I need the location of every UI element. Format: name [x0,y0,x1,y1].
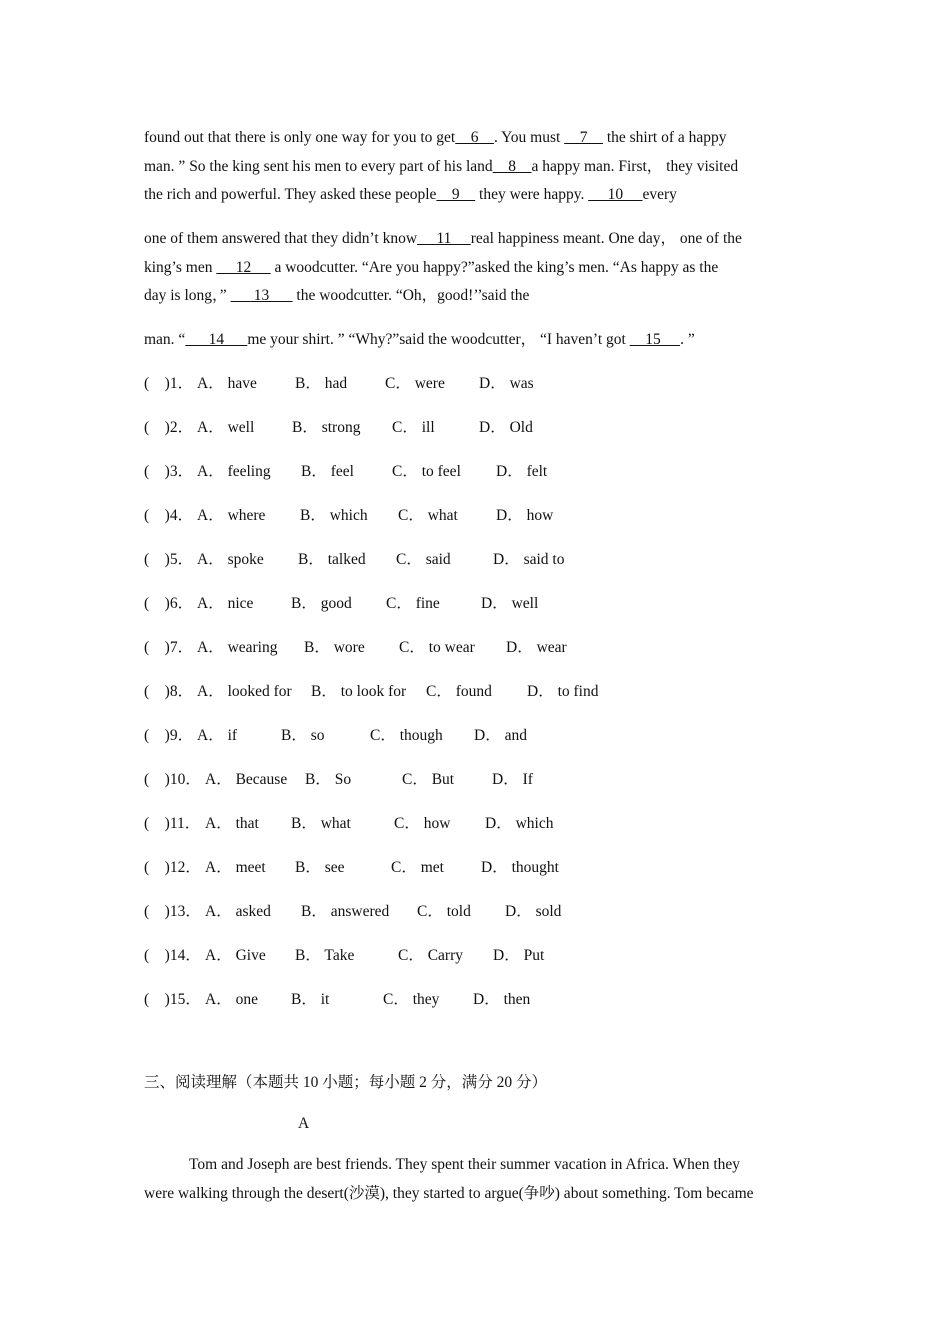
passage-text: day is long，” [144,287,231,304]
option-b: B． answered [301,903,390,920]
option-c: C． though [370,727,443,744]
option-a: A． asked [205,903,271,920]
passage-text: they were happy. [475,186,589,203]
blank-15: 15 [629,331,681,348]
blank-14: 14 [185,331,248,348]
option-a: A． looked for [197,683,292,700]
reading-paragraph-line-1: Tom and Joseph are best friends. They spent their summer vacation in Africa. When they [189,1156,741,1173]
option-b: B． see [295,859,345,876]
passage-line-4 [144,229,806,249]
passage-text: every [642,186,677,203]
passage-text: found out that there is only one way for you to get [144,129,456,146]
option-b: B． which [300,507,368,524]
option-b: B． it [291,991,330,1008]
passage-line-1 [144,128,806,148]
question-number: ( )12． [144,859,201,876]
passage-text: a happy man. First， they visited [531,158,739,175]
option-b: B． strong [292,419,361,436]
option-c: C． were [385,375,445,392]
option-c: C． to wear [399,639,475,656]
passage-text: me your shirt. ” “Why?”said the woodcutter， “I haven’t got [247,331,630,348]
option-c: C． found [426,683,492,700]
option-b: B． what [291,815,351,832]
option-d: D． how [496,507,554,524]
option-b: B． to look for [311,683,407,700]
question-number: ( )9． [144,727,194,744]
option-b: B． talked [298,551,366,568]
option-a: A． meet [205,859,266,876]
option-c: C． said [396,551,451,568]
passage-text: the woodcutter. “Oh，good!’’said the [292,287,530,304]
question-number: ( )7． [144,639,194,656]
blank-12: 12 [216,259,271,276]
passage-text: king’s men [144,259,217,276]
option-b: B． so [281,727,325,744]
option-d: D． wear [506,639,567,656]
section-title: 三、阅读理解（本题共 10 小题；每小题 2 分，满分 20 分） [144,1074,548,1091]
question-number: ( )3． [144,463,194,480]
option-b: B． wore [304,639,365,656]
option-d: D． and [474,727,527,744]
option-c: C． ill [392,419,435,436]
option-d: D． If [492,771,533,788]
option-c: C． to feel [392,463,461,480]
passage-text: . ” [680,331,695,348]
passage-text: the rich and powerful. They asked these people [144,186,437,203]
option-c: C． how [394,815,451,832]
question-number: ( )11． [144,815,201,832]
option-c: C． what [398,507,458,524]
option-a: A． feeling [197,463,271,480]
passage-text: one of them answered that they didn’t know [144,230,418,247]
option-a: A． wearing [197,639,278,656]
passage-letter: A [298,1115,310,1132]
passage-line-2 [144,157,806,177]
option-d: D． to find [527,683,599,700]
question-number: ( )6． [144,595,194,612]
option-d: D． then [473,991,531,1008]
option-a: A． where [197,507,266,524]
blank-6: 6 [455,129,494,146]
passage-line-3 [144,185,806,205]
blank-13: 13 [230,287,293,304]
option-c: C． told [417,903,471,920]
passage-text: a woodcutter. “Are you happy?”asked the king’s men. “As happy as the [270,259,719,276]
passage-text: man. ” So the king sent his men to every part of his land [144,158,493,175]
option-a: A． that [205,815,259,832]
option-b: B． Take [295,947,355,964]
passage-text: the shirt of a happy [602,129,727,146]
option-b: B． good [291,595,352,612]
passage-line-7 [144,330,806,350]
option-a: A． one [205,991,258,1008]
option-a: A． if [197,727,238,744]
passage-line-5 [144,258,806,278]
reading-paragraph-line-2: were walking through the desert(沙漠), they started to argue(争吵) about something. Tom became [144,1185,754,1202]
option-d: D． thought [481,859,559,876]
passage-text: . You must [493,129,565,146]
passage-line-6 [144,286,806,306]
question-number: ( )13． [144,903,201,920]
option-a: A． well [197,419,255,436]
option-d: D． felt [496,463,548,480]
option-c: C． But [402,771,455,788]
question-number: ( )2． [144,419,194,436]
blank-9: 9 [436,186,476,203]
question-number: ( )4． [144,507,194,524]
blank-8: 8 [492,158,532,175]
question-number: ( )10． [144,771,201,788]
option-a: A． spoke [197,551,264,568]
option-d: D． Put [493,947,545,964]
question-number: ( )14． [144,947,201,964]
blank-11: 11 [417,230,471,247]
question-number: ( )15． [144,991,201,1008]
blank-7: 7 [564,129,603,146]
option-c: C． Carry [398,947,464,964]
option-d: D． well [481,595,539,612]
option-a: A． Give [205,947,266,964]
option-d: D． sold [505,903,562,920]
question-number: ( )1． [144,375,194,392]
blank-10: 10 [588,186,643,203]
question-number: ( )5． [144,551,194,568]
option-a: A． nice [197,595,254,612]
option-d: D． Old [479,419,533,436]
option-b: B． had [295,375,348,392]
option-c: C． they [383,991,440,1008]
option-b: B． So [305,771,352,788]
option-d: D． said to [493,551,565,568]
option-c: C． met [391,859,444,876]
passage-text: man. “ [144,331,186,348]
option-d: D． which [485,815,554,832]
option-b: B． feel [301,463,354,480]
option-a: A． Because [205,771,288,788]
option-c: C． fine [386,595,440,612]
passage-text: real happiness meant. One day， one of the [470,230,742,247]
option-d: D． was [479,375,534,392]
option-a: A． have [197,375,257,392]
question-number: ( )8． [144,683,194,700]
